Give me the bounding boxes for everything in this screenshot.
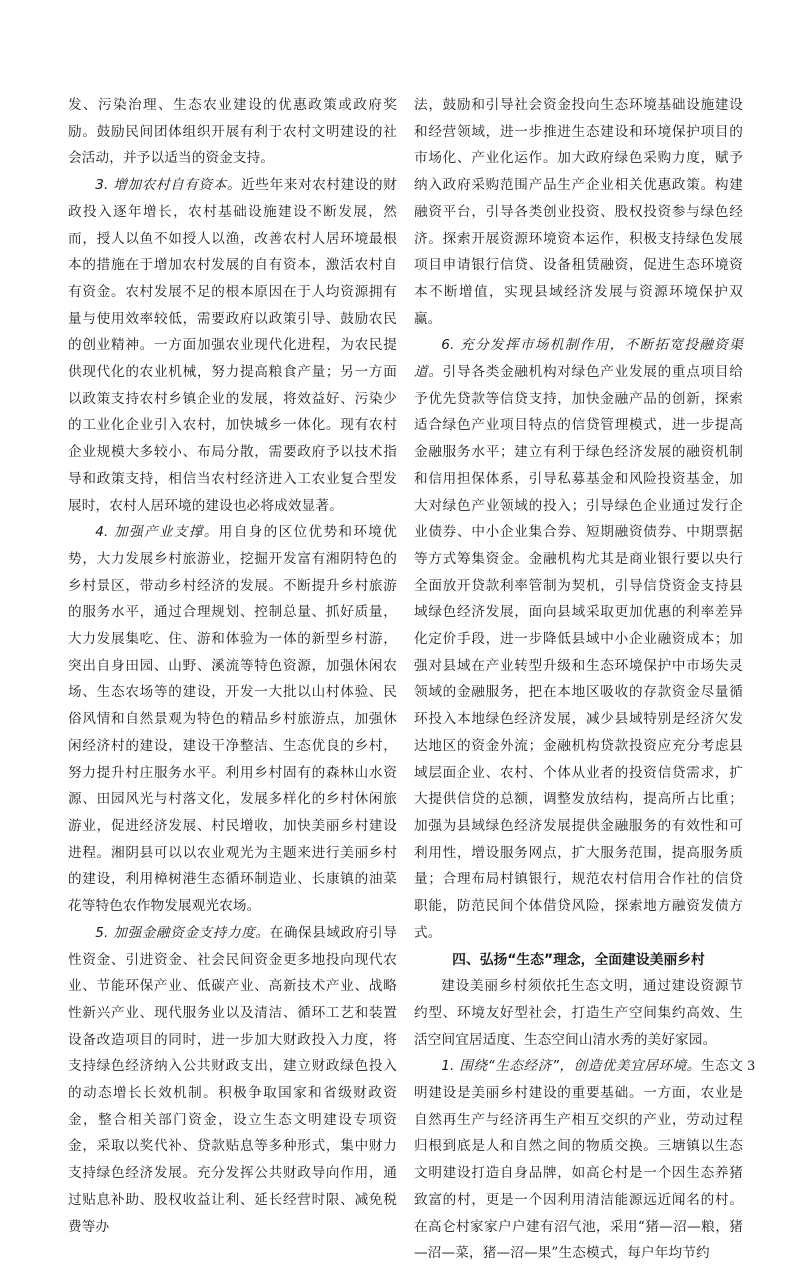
paragraph-lead-title: 4. 加强产业支撑。 xyxy=(95,524,219,541)
body-paragraph xyxy=(414,973,743,1053)
left-text-column xyxy=(68,92,397,1240)
paragraph-text: 发、污染治理、生态农业建设的优惠政策或政府奖励。鼓励民间团体组织开展有利于农村文明建设的社会活动，并予以适当的资金支持。 xyxy=(68,97,397,167)
paragraph-lead-title: 1. 围绕“生态经济”，创造优美宜居环境。 xyxy=(441,1058,701,1075)
body-paragraph xyxy=(68,92,397,172)
paragraph-lead-title: 5. 加强金融资金支持力度。 xyxy=(95,924,270,941)
paragraph-text: 建设美丽乡村须依托生态文明，通过建设资源节约型、环境友好型社会，打造生产空间集约高效、生活空间宜居适度、生态空间山清水秀的美好家园。 xyxy=(414,978,743,1048)
paragraph-text: 在确保县域政府引导性资金、引进资金、社会民间资金更多地投向现代农业、节能环保产业、低碳产业、高新技术产业、战略性新兴产业、现代服务业以及清洁、循环工艺和装置设备改造项目的同时，进一步加大财政投入力度，将支持绿色经济纳入公共财政支出，建立财政绿色投入的动态增长长效机制。积极争取国家和省级财政资金，整合相关部门资金，设立生态文明建设专项资金，采取以奖代补、贷款贴息等多种形式，集中财力支持绿色经济发展。充分发挥公共财政导向作用，通过贴息补助、股权收益让利、延长经营时限、减免税费等办 xyxy=(68,924,397,1235)
body-paragraph xyxy=(68,920,397,1240)
paragraph-text: 法，鼓励和引导社会资金投向生态环境基础设施建设和经营领域，进一步推进生态建设和环境保护项目的市场化、产业化运作。加大政府绿色采购力度，赋予纳入政府采购范围产品生产企业相关优惠政策。构建融资平台，引导各类创业投资、股权投资参与绿色经济。探索开展资源环境资本运作，积极支持绿色发展项目申请银行信贷、设备租赁融资，促进生态环境资本不断增值，实现县域经济发展与资源环境保护双赢。 xyxy=(414,97,743,327)
section-heading: 四、弘扬“生态”理念，全面建设美丽乡村 xyxy=(452,951,705,968)
body-paragraph xyxy=(414,92,743,332)
paragraph-text: 近些年来对农村建设的财政投入逐年增长，农村基础设施建设不断发展，然而，授人以鱼不如授人以渔，改善农村人居环境最根本的措施在于增加农村发展的自有资本，激活农村自有资金。农村发展不足的根本原因在于人均资源拥有量与使用效率较低，需要政府以政策引导、鼓励农民的创业精神。一方面加强农业现代化进程，为农民提供现代化的农业机械，努力提高粮食产量；另一方面以政策支持农村乡镇企业的发展，将效益好、污染少的工业化企业引入农村，加快城乡一体化。现有农村企业规模大多较小、布局分散，需要政府予以技术指导和政策支持，相信当农村经济进入工农业复合型发展时，农村人居环境的建设也必将成效显著。 xyxy=(68,177,397,514)
paragraph-lead-title: 3. 增加农村自有资本。 xyxy=(95,177,242,194)
paragraph-text: 引导各类金融机构对绿色产业发展的重点项目给予优先贷款等信贷支持，加快金融产品的创新，探索适合绿色产业项目特点的信贷管理模式，进一步提高金融服务水平；建立有利于绿色经济发展的融资机制和信用担保体系，引导私募基金和风险投资基金，加大对绿色产业领域的投入；引导绿色企业通过发行企业债券、中小企业集合券、短期融资债券、中期票据等方式筹集资金。金融机构尤其是商业银行要以央行全面放开贷款利率管制为契机，引导信贷资金支持县域绿色经济发展，面向县域采取更加优惠的利率差异化定价手段，进一步降低县域中小企业融资成本；加强对县域在产业转型升级和生态环境保护中市场失灵领域的金融服务，把在本地区吸收的存款资金尽量循环投入本地绿色经济发展，减少县域特别是经济欠发达地区的资金外流；金融机构贷款投资应充分考虑县域层面企业、农村、个体从业者的投资信贷需求，扩大提供信贷的总额，调整发放结构，提高所占比重；加强为县域绿色经济发展提供金融服务的有效性和可利用性，增设服务网点，扩大服务范围，提高服务质量；合理布局村镇银行，规范农村信用合作社的信贷职能，防范民间个体借贷风险，探索地方融资发债方式。 xyxy=(414,364,743,941)
body-paragraph xyxy=(68,172,397,519)
paragraph-lead-title: 6. 充分发挥市场机制作用，不断拓宽投融资渠道。 xyxy=(414,337,743,381)
paragraph-text: 生态文明建设是美丽乡村建设的重要基础。一方面，农业是自然再生产与经济再生产相互交织的产业，劳动过程归根到底是人和自然之间的物质交换。三塘镇以生态文明建设打造自身品牌，如高仑村是一个因生态养猪致富的村，更是一个因利用清洁能源远近闻名的村。在高仑村家家户户建有沼气池，采用“猪—沼—粮，猪—沼—菜，猪—沼—果”生态模式，每户年均节约 xyxy=(414,1058,743,1262)
body-paragraph xyxy=(414,1053,743,1267)
paragraph-text: 用自身的区位优势和环境优势，大力发展乡村旅游业，挖掘开发富有湘阴特色的乡村景区，带动乡村经济的发展。不断提升乡村旅游的服务水平，通过合理规划、控制总量、抓好质量，大力发展集吃、住、游和体验为一体的新型乡村游，突出自身田园、山野、溪流等特色资源，加强休闲农场、生态农场等的建设，开发一大批以山村体验、民俗风情和自然景观为特色的精品乡村旅游点，加强休闲经济村的建设，建设干净整洁、生态优良的乡村，努力提升村庄服务水平。利用乡村固有的森林山水资源、田园风光与村落文化，发展多样化的乡村休闲旅游业，促进经济发展、村民增收，加快美丽乡村建设进程。湘阴县可以以农业观光为主题来进行美丽乡村的建设，利用樟树港生态循环制造业、长康镇的油菜花等特色农作物发展观光农场。 xyxy=(68,524,397,915)
body-paragraph xyxy=(68,519,397,920)
body-paragraph xyxy=(414,332,743,946)
right-text-column xyxy=(414,92,743,1267)
page-number: 3 xyxy=(747,1059,756,1074)
